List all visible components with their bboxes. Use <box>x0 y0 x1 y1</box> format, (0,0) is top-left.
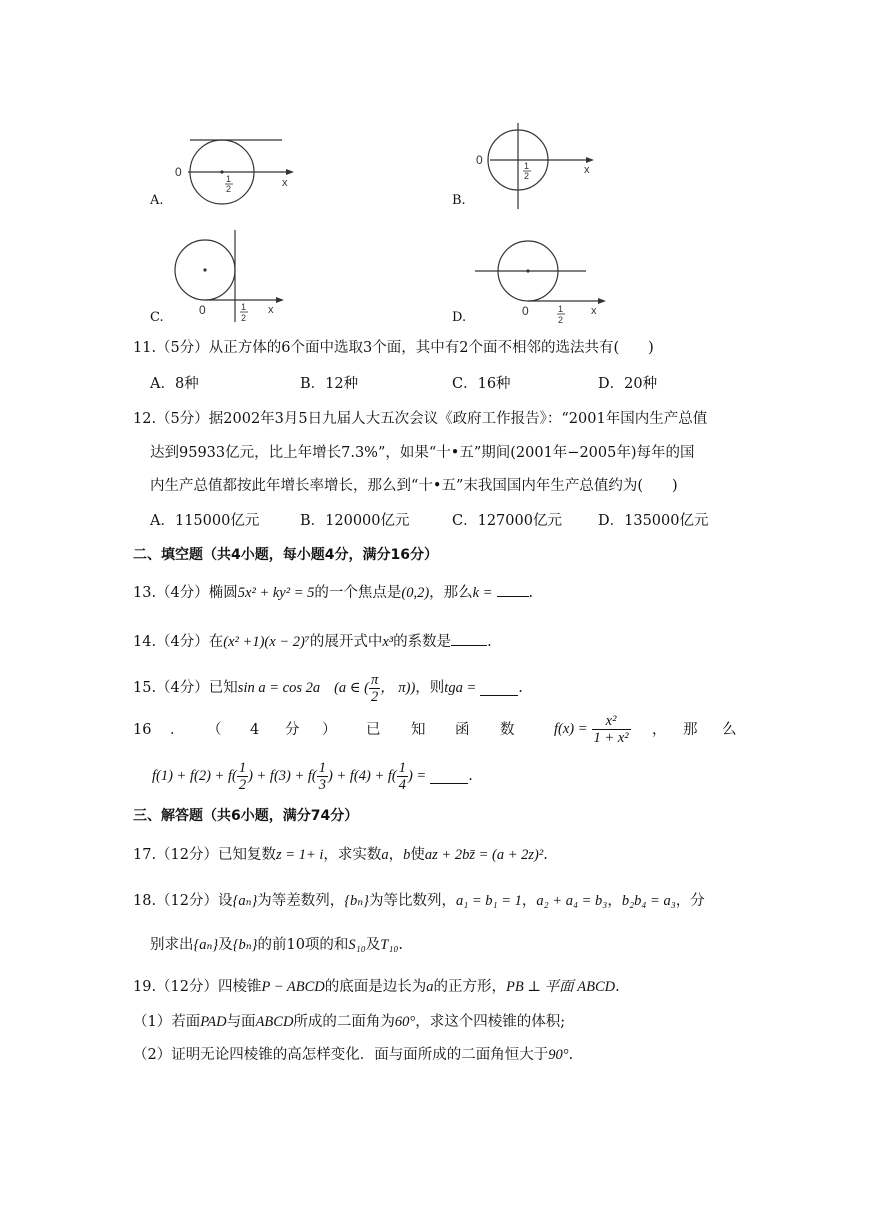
q18-t3: 分 <box>690 893 705 909</box>
section-3-heading: 三、解答题（共6小题，满分74分） <box>133 808 359 824</box>
figure-d-label: D. <box>452 310 467 325</box>
q14-x3: x³ <box>382 634 394 650</box>
q18-and: 及 <box>218 937 233 953</box>
q14-mid: 的展开式中 <box>309 634 383 650</box>
q16-sum <box>152 756 473 796</box>
q15-cond-pre: (a ∈ ( <box>334 680 369 696</box>
q13-mid: 的一个焦点是 <box>314 585 402 601</box>
figure-d-half-den: 2 <box>558 315 564 325</box>
q15-eq: sin a = cos 2a <box>237 680 321 696</box>
q17-b: b <box>403 847 411 863</box>
q13-answer-blank[interactable] <box>497 582 529 597</box>
q19-p1-pre: （1）若面 <box>133 1014 201 1030</box>
q17-a: a <box>381 847 389 863</box>
q15-post: ，则 <box>415 680 445 696</box>
q15-tga: tga = <box>444 680 477 696</box>
q15-pi: π <box>370 671 379 688</box>
q11-opt-d: D．20种 <box>598 376 658 392</box>
q18-sep1: ， <box>521 893 537 909</box>
q16-c4: 分 <box>285 722 300 738</box>
q18-t2: 为等比数列， <box>368 893 456 909</box>
section-2-heading: 二、填空题（共4小题，每小题4分，满分16分） <box>133 547 438 563</box>
q19-abcd: ABCD <box>255 1014 294 1030</box>
q16-sum-part2: ) + f(3) + f( <box>248 768 317 784</box>
q11-stem: 11.（5分）从正方体的6个面中选取3个面，其中有2个面不相邻的选法共有( ) <box>133 340 654 356</box>
q16-c8: 函 <box>455 722 470 738</box>
q18-e1: a₁ = b₁ = 1 <box>455 893 522 909</box>
q19-pre: 19.（12分）四棱锥 <box>133 979 262 995</box>
q19-pyramid: P − ABCD <box>261 979 325 995</box>
figure-c-x: x <box>268 304 274 316</box>
figure-c-half-den: 2 <box>241 313 247 323</box>
q16-frac-quarter-den: 4 <box>398 776 406 793</box>
q19-p1-t1: 与面 <box>226 1014 256 1030</box>
q18-bn2: {bₙ} <box>232 937 258 953</box>
q15-two: 2 <box>370 688 379 705</box>
q12-line1: 12.（5分）据2002年3月5日九届人大五次会议《政府工作报告》：“2001年国内生产总值 <box>133 411 708 427</box>
q19-t2: 的正方形， <box>433 979 506 995</box>
q17-use: 使 <box>410 847 425 863</box>
q12-opt-b: B．120000亿元 <box>300 513 410 529</box>
q13 <box>133 582 533 603</box>
q17-end: . <box>543 847 548 863</box>
q14-post: 的系数是 <box>393 634 452 650</box>
q17-pre: 17.（12分）已知复数 <box>133 847 277 863</box>
q18-bn: {bₙ} <box>344 893 369 909</box>
figure-b-label: B. <box>452 193 466 208</box>
q14-eq: (x² +1)(x − 2)⁷ <box>223 634 310 650</box>
q16-sum-part1: f(1) + f(2) + f( <box>152 768 237 784</box>
figure-d-x: x <box>591 305 597 317</box>
figure-b-half-num: 1 <box>524 161 530 171</box>
q16-c1: ． <box>170 722 185 738</box>
q16-c3: 4 <box>250 722 260 738</box>
q16-num: x² <box>592 713 631 730</box>
q16-frac-half <box>237 760 248 793</box>
q18-t1: 为等差数列， <box>257 893 345 909</box>
q19-part1 <box>133 1012 565 1032</box>
q13-post: ，那么 <box>429 585 473 601</box>
q16-frac-half-den: 2 <box>238 776 247 793</box>
q19-pb: PB ⊥ 平面 ABCD <box>506 979 616 995</box>
q16-t0: ， <box>652 722 667 738</box>
q18-line1 <box>133 891 705 911</box>
q18-pre: 18.（12分）设 <box>133 893 233 909</box>
q14 <box>133 631 492 652</box>
q14-end: . <box>487 634 492 650</box>
q13-k: k = <box>472 585 493 601</box>
q16-fraction <box>592 713 631 746</box>
figure-a-label: A. <box>150 193 164 208</box>
q16-frac-third <box>317 760 328 793</box>
q16-den: 1 + x² <box>593 729 629 746</box>
q18-an: {aₙ} <box>232 893 258 909</box>
q17-eq2: az + 2bz̄ = (a + 2z)² <box>424 847 544 863</box>
q19-stem <box>133 977 620 997</box>
figure-d-origin: 0 <box>522 304 529 318</box>
q13-point: (0,2) <box>401 585 430 601</box>
q15 <box>133 668 523 708</box>
q19-p2-end: . <box>568 1047 574 1063</box>
q16-function <box>554 709 631 749</box>
q16-sum-part3: ) + f(4) + f( <box>328 768 397 784</box>
q13-end: . <box>528 585 534 601</box>
q18-e2: a₂ + a₄ = b₃ <box>536 893 608 909</box>
q18-e3: b₂b₄ = a₃ <box>621 893 676 909</box>
figure-c-label: C. <box>150 310 164 325</box>
q16-frac-quarter <box>397 760 408 793</box>
q18-t10: T₁₀ <box>380 937 399 953</box>
q19-p1-t3: ，求这个四棱锥的体积; <box>415 1014 566 1030</box>
q16-c5: ） <box>322 722 337 738</box>
q13-eq: 5x² + ky² = 5 <box>237 585 315 601</box>
q16-frac-third-den: 3 <box>318 776 327 793</box>
q18-sep2: ， <box>607 893 622 909</box>
q19-p1-t2: 所成的二面角为 <box>293 1014 395 1030</box>
q17 <box>133 845 548 865</box>
q16-c9: 数 <box>500 722 515 738</box>
q12-line3: 内生产总值都按此年增长率增长，那么到“十•五”末我国国内年生产总值约为( ) <box>150 478 678 494</box>
q18-line2-pre: 别求出 <box>150 937 194 953</box>
q19-part2 <box>133 1045 573 1065</box>
q16-c0: 16 <box>133 722 152 738</box>
q12-opt-a: A．115000亿元 <box>150 513 260 529</box>
q18-an2: {aₙ} <box>193 937 219 953</box>
q15-cond-post: ， π)) <box>380 680 416 696</box>
q16-frac-quarter-num: 1 <box>398 759 406 776</box>
figure-a <box>170 132 300 212</box>
q11-opt-c: C．16种 <box>452 376 511 392</box>
q19-p2-text: （2）证明无论四棱锥的高怎样变化．面与面所成的二面角恒大于 <box>133 1047 549 1063</box>
figure-a-graph <box>170 132 300 212</box>
figure-d-graph <box>470 233 610 325</box>
q11-opt-b: B．12种 <box>300 376 359 392</box>
q15-pi-over-2 <box>369 672 380 705</box>
figure-a-half-num: 1 <box>226 174 232 184</box>
q19-60deg: 60° <box>394 1014 416 1030</box>
q19-t1: 的底面是边长为 <box>324 979 427 995</box>
figure-c-graph <box>170 228 290 324</box>
q18-end: . <box>398 937 404 953</box>
q19-90deg: 90° <box>548 1047 569 1063</box>
q16-c6: 已 <box>366 722 381 738</box>
q16-frac-third-num: 1 <box>318 759 327 776</box>
q19-end: . <box>615 979 620 995</box>
q13-pre: 13.（4分）椭圆 <box>133 585 238 601</box>
figure-b-origin: 0 <box>476 153 483 167</box>
q12-opt-c: C．127000亿元 <box>452 513 562 529</box>
figure-d-half-num: 1 <box>558 304 564 314</box>
q15-pre: 15.（4分）已知 <box>133 680 238 696</box>
q18-sep3: ， <box>675 893 691 909</box>
q16-answer-blank[interactable] <box>430 769 468 784</box>
q15-end: . <box>518 680 523 696</box>
q14-answer-blank[interactable] <box>451 631 487 646</box>
q16-end: . <box>468 768 473 784</box>
figure-a-x: x <box>282 177 288 189</box>
q16-t2: 么 <box>722 722 737 738</box>
q17-sep: ， <box>388 847 404 863</box>
q18-line2 <box>150 935 403 955</box>
q16-sum-part4: ) = <box>407 768 427 784</box>
q19-pad: PAD <box>200 1014 227 1030</box>
figure-a-half-den: 2 <box>226 184 232 194</box>
figure-b-graph <box>470 123 600 211</box>
figure-c-origin: 0 <box>199 303 206 317</box>
figure-c <box>170 228 290 324</box>
q15-answer-blank[interactable] <box>480 681 518 696</box>
q14-pre: 14.（4分）在 <box>133 634 224 650</box>
q12-opt-d: D．135000亿元 <box>598 513 709 529</box>
figure-c-half-num: 1 <box>241 302 247 312</box>
q18-and2: 及 <box>365 937 381 953</box>
figure-b-half-den: 2 <box>524 171 530 181</box>
q12-line2: 达到95933亿元，比上年增长7.3%”，如果“十•五”期间(2001年−2005年)每年的国 <box>150 445 695 461</box>
q19-a: a <box>426 979 434 995</box>
figure-d <box>470 233 610 325</box>
q17-eq: z = 1+ i <box>276 847 324 863</box>
q16-c2: （ <box>207 722 222 738</box>
q11-opt-a: A．8种 <box>150 376 199 392</box>
q18-t4: 的前10项的和 <box>257 937 349 953</box>
figure-a-origin: 0 <box>175 165 182 179</box>
q16-fx: f(x) = <box>554 721 588 737</box>
q16-c7: 知 <box>411 722 426 738</box>
q16-t1: 那 <box>683 722 698 738</box>
q18-s10: S₁₀ <box>348 937 366 953</box>
q17-mid: ，求实数 <box>323 847 382 863</box>
figure-b-x: x <box>584 164 590 176</box>
q16-frac-half-num: 1 <box>238 759 247 776</box>
figure-b <box>470 123 600 211</box>
